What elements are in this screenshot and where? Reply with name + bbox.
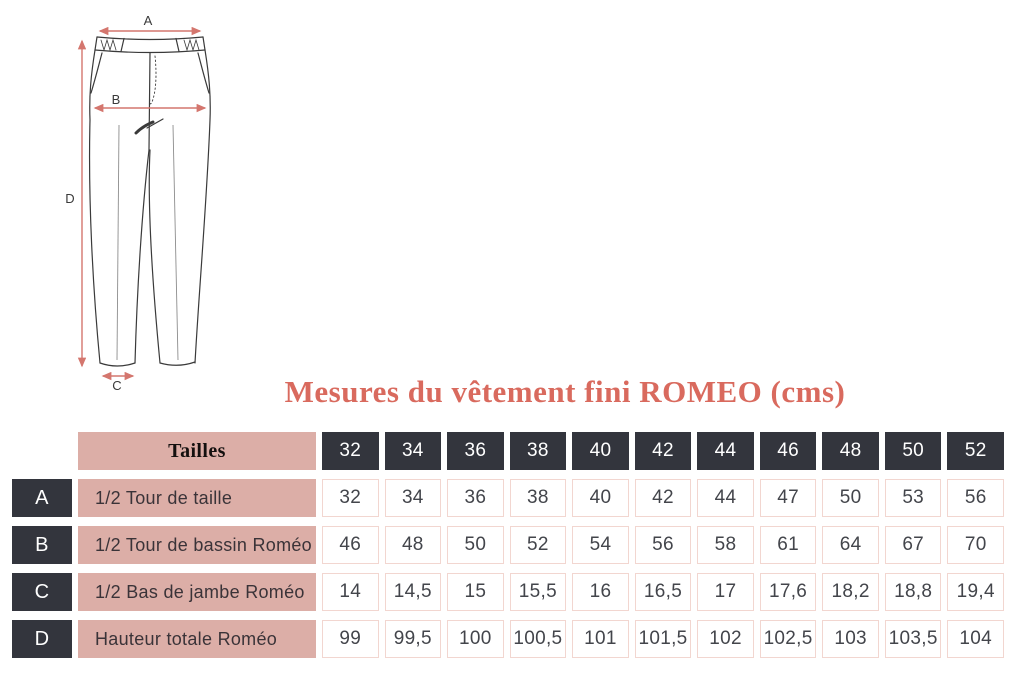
row-letter-b: B [12, 526, 72, 564]
value-cell: 16,5 [635, 573, 692, 611]
value-cell: 50 [822, 479, 879, 517]
value-cell: 18,2 [822, 573, 879, 611]
value-cell: 46 [322, 526, 379, 564]
value-cell: 61 [760, 526, 817, 564]
size-header: 36 [447, 432, 504, 470]
value-cell: 19,4 [947, 573, 1004, 611]
value-cell: 100,5 [510, 620, 567, 658]
row-label-b: 1/2 Tour de bassin Roméo [78, 526, 316, 564]
diagram-label-a: A [143, 13, 153, 28]
value-cell: 50 [447, 526, 504, 564]
value-cell: 42 [635, 479, 692, 517]
value-cell: 56 [635, 526, 692, 564]
value-cell: 103 [822, 620, 879, 658]
value-cell: 38 [510, 479, 567, 517]
pants-outline [90, 37, 211, 366]
value-cell: 15,5 [510, 573, 567, 611]
diagram-label-d: D [65, 191, 75, 206]
value-cell: 56 [947, 479, 1004, 517]
diagram-label-b: B [111, 92, 121, 107]
size-header: 40 [572, 432, 629, 470]
value-cell: 52 [510, 526, 567, 564]
value-cell: 67 [885, 526, 942, 564]
elastic-mark-right [184, 40, 199, 50]
value-cell: 64 [822, 526, 879, 564]
value-cell: 104 [947, 620, 1004, 658]
row-letter-c: C [12, 573, 72, 611]
value-cell: 18,8 [885, 573, 942, 611]
value-cell: 34 [385, 479, 442, 517]
size-table [12, 432, 1004, 658]
value-cell: 70 [947, 526, 1004, 564]
fly-stitch [150, 56, 156, 104]
size-header: 50 [885, 432, 942, 470]
value-cell: 15 [447, 573, 504, 611]
pocket-right [198, 53, 209, 93]
sizes-header: Tailles [78, 432, 316, 470]
value-cell: 36 [447, 479, 504, 517]
row-letter-a: A [12, 479, 72, 517]
value-cell: 40 [572, 479, 629, 517]
value-cell: 101 [572, 620, 629, 658]
diagram-label-c: C [112, 378, 122, 393]
value-cell: 17 [697, 573, 754, 611]
value-cell: 16 [572, 573, 629, 611]
value-cell: 14 [322, 573, 379, 611]
pants-measurement-diagram [55, 2, 270, 397]
size-header: 34 [385, 432, 442, 470]
value-cell: 101,5 [635, 620, 692, 658]
size-header: 46 [760, 432, 817, 470]
value-cell: 103,5 [885, 620, 942, 658]
elastic-mark-left [101, 40, 116, 50]
value-cell: 58 [697, 526, 754, 564]
crotch-mark [136, 122, 153, 133]
value-cell: 100 [447, 620, 504, 658]
value-cell: 102 [697, 620, 754, 658]
value-cell: 44 [697, 479, 754, 517]
value-cell: 14,5 [385, 573, 442, 611]
row-label-a: 1/2 Tour de taille [78, 479, 316, 517]
size-header: 44 [697, 432, 754, 470]
value-cell: 54 [572, 526, 629, 564]
value-cell: 53 [885, 479, 942, 517]
value-cell: 99,5 [385, 620, 442, 658]
size-header: 32 [322, 432, 379, 470]
value-cell: 17,6 [760, 573, 817, 611]
size-header: 48 [822, 432, 879, 470]
row-label-d: Hauteur totale Roméo [78, 620, 316, 658]
size-header: 38 [510, 432, 567, 470]
table-corner [12, 432, 72, 470]
row-letter-d: D [12, 620, 72, 658]
size-header: 42 [635, 432, 692, 470]
value-cell: 48 [385, 526, 442, 564]
value-cell: 99 [322, 620, 379, 658]
page-title: Mesures du vêtement fini ROMEO (cms) [284, 374, 846, 409]
size-header: 52 [947, 432, 1004, 470]
row-label-c: 1/2 Bas de jambe Roméo [78, 573, 316, 611]
value-cell: 47 [760, 479, 817, 517]
value-cell: 102,5 [760, 620, 817, 658]
pocket-left [91, 53, 102, 93]
value-cell: 32 [322, 479, 379, 517]
